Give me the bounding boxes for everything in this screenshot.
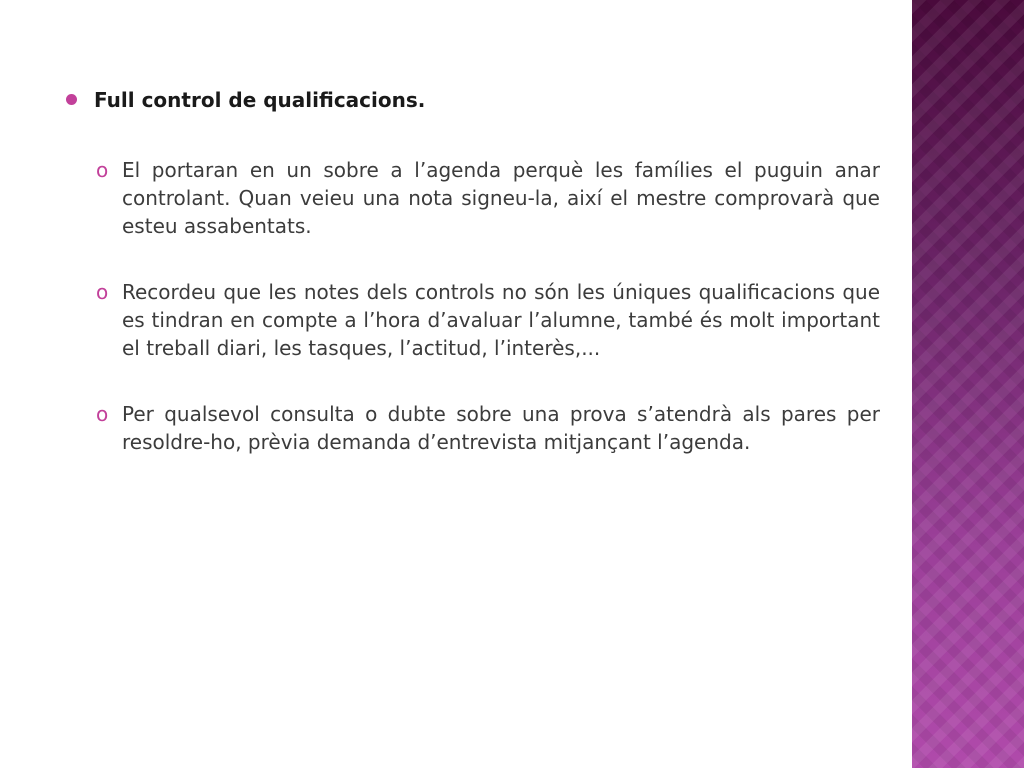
- sub-bullet-item: [96, 156, 880, 240]
- circle-bullet-icon: o: [96, 280, 109, 304]
- circle-bullet-icon: o: [96, 158, 109, 182]
- sub-bullet-text: Per qualsevol consulta o dubte sobre una prova s’atendrà als pares per resoldre-ho, prèvia demanda d’entrevista mitjançant l’agenda.: [122, 402, 880, 454]
- circle-bullet-icon: o: [96, 402, 109, 426]
- sub-bullet-item: [96, 400, 880, 456]
- slide-content: [60, 86, 880, 494]
- main-bullet: [60, 86, 880, 114]
- decorative-side-band: [912, 0, 1024, 768]
- bullet-dot-icon: [66, 94, 77, 105]
- sub-bullet-list: [60, 156, 880, 456]
- main-bullet-text: Full control de qualificacions.: [94, 88, 426, 112]
- sub-bullet-text: Recordeu que les notes dels controls no són les úniques qualificacions que es tindran en compte a l’hora d’avaluar l’alumne, també és molt important el treball diari, les tasques, l’actitud, l’interès,...: [122, 280, 880, 360]
- sub-bullet-text: El portaran en un sobre a l’agenda perquè les famílies el puguin anar controlant. Quan veieu una nota signeu-la, així el mestre comprovarà que esteu assabentats.: [122, 158, 880, 238]
- sub-bullet-item: [96, 278, 880, 362]
